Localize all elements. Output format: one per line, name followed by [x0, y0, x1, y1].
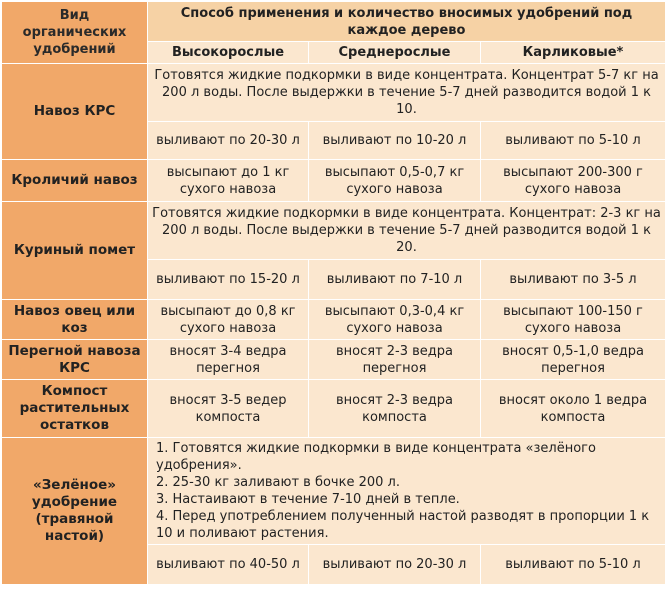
value-cell: выливают по 10-20 л	[309, 122, 481, 160]
value-cell: высыпают до 0,8 кг сухого навоза	[148, 300, 309, 340]
value-cell: высыпают 100-150 г сухого навоза	[481, 300, 666, 340]
value-cell: выливают по 5-10 л	[481, 122, 666, 160]
header-type-cell: Вид органических удобрений	[2, 2, 148, 64]
row-label: Навоз овец или коз	[2, 300, 148, 340]
row-label: Компост растительных остатков	[2, 380, 148, 438]
row-label: Кроличий навоз	[2, 160, 148, 202]
header-medium-trees: Среднерослые	[309, 42, 481, 64]
table-row	[2, 340, 666, 380]
value-cell: выливают по 7-10 л	[309, 260, 481, 300]
value-cell: выливают по 40-50 л	[148, 545, 309, 585]
table-row	[2, 202, 666, 260]
row-label: «Зелёное» удобрение (травяной настой)	[2, 438, 148, 585]
value-cell: высыпают 0,3-0,4 кг сухого навоза	[309, 300, 481, 340]
value-cell: вносят 3-5 ведер компоста	[148, 380, 309, 438]
table-header-row	[2, 2, 666, 42]
value-cell: выливают по 20-30 л	[148, 122, 309, 160]
row-description: Готовятся жидкие подкормки в виде концентрата. Концентрат: 2-3 кг на 200 л воды. После выдержки в течение 5-7 дней разводится водой 1 к 20.	[148, 202, 666, 260]
value-cell: вносят 2-3 ведра перегноя	[309, 340, 481, 380]
value-cell: выливают по 15-20 л	[148, 260, 309, 300]
table-row	[2, 300, 666, 340]
value-cell: вносят 3-4 ведра перегноя	[148, 340, 309, 380]
value-cell: высыпают 200-300 г сухого навоза	[481, 160, 666, 202]
header-dwarf-trees: Карликовые*	[481, 42, 666, 64]
table-row	[2, 438, 666, 545]
row-label: Навоз КРС	[2, 64, 148, 160]
header-method-cell: Способ применения и количество вносимых удобрений под каждое дерево	[148, 2, 666, 42]
row-description: Готовятся жидкие подкормки в виде концентрата. Концентрат 5-7 кг на 200 л воды. После выдержки в течение 5-7 дней разводится водой 1 к 10.	[148, 64, 666, 122]
list-item: 2. 25-30 кг заливают в бочке 200 л.	[156, 475, 400, 490]
row-label: Куриный помет	[2, 202, 148, 300]
table-row	[2, 380, 666, 438]
list-item: 4. Перед употреблением полученный настой разводят в пропорции 1 к 10 и поливают растения.	[156, 509, 650, 541]
value-cell: выливают по 20-30 л	[309, 545, 481, 585]
value-cell: выливают по 5-10 л	[481, 545, 666, 585]
value-cell: высыпают 0,5-0,7 кг сухого навоза	[309, 160, 481, 202]
header-tall-trees: Высокорослые	[148, 42, 309, 64]
value-cell: вносят около 1 ведра компоста	[481, 380, 666, 438]
list-item: 3. Настаивают в течение 7-10 дней в тепле.	[156, 492, 460, 507]
value-cell: высыпают до 1 кг сухого навоза	[148, 160, 309, 202]
fertilizer-table	[1, 1, 666, 585]
value-cell: вносят 0,5-1,0 ведра перегноя	[481, 340, 666, 380]
value-cell: вносят 2-3 ведра компоста	[309, 380, 481, 438]
table-row	[2, 64, 666, 122]
row-label: Перегной навоза КРС	[2, 340, 148, 380]
row-steps	[148, 438, 666, 545]
value-cell: выливают по 3-5 л	[481, 260, 666, 300]
table-row	[2, 160, 666, 202]
list-item: 1. Готовятся жидкие подкормки в виде концентрата «зелёного удобрения».	[156, 441, 596, 473]
